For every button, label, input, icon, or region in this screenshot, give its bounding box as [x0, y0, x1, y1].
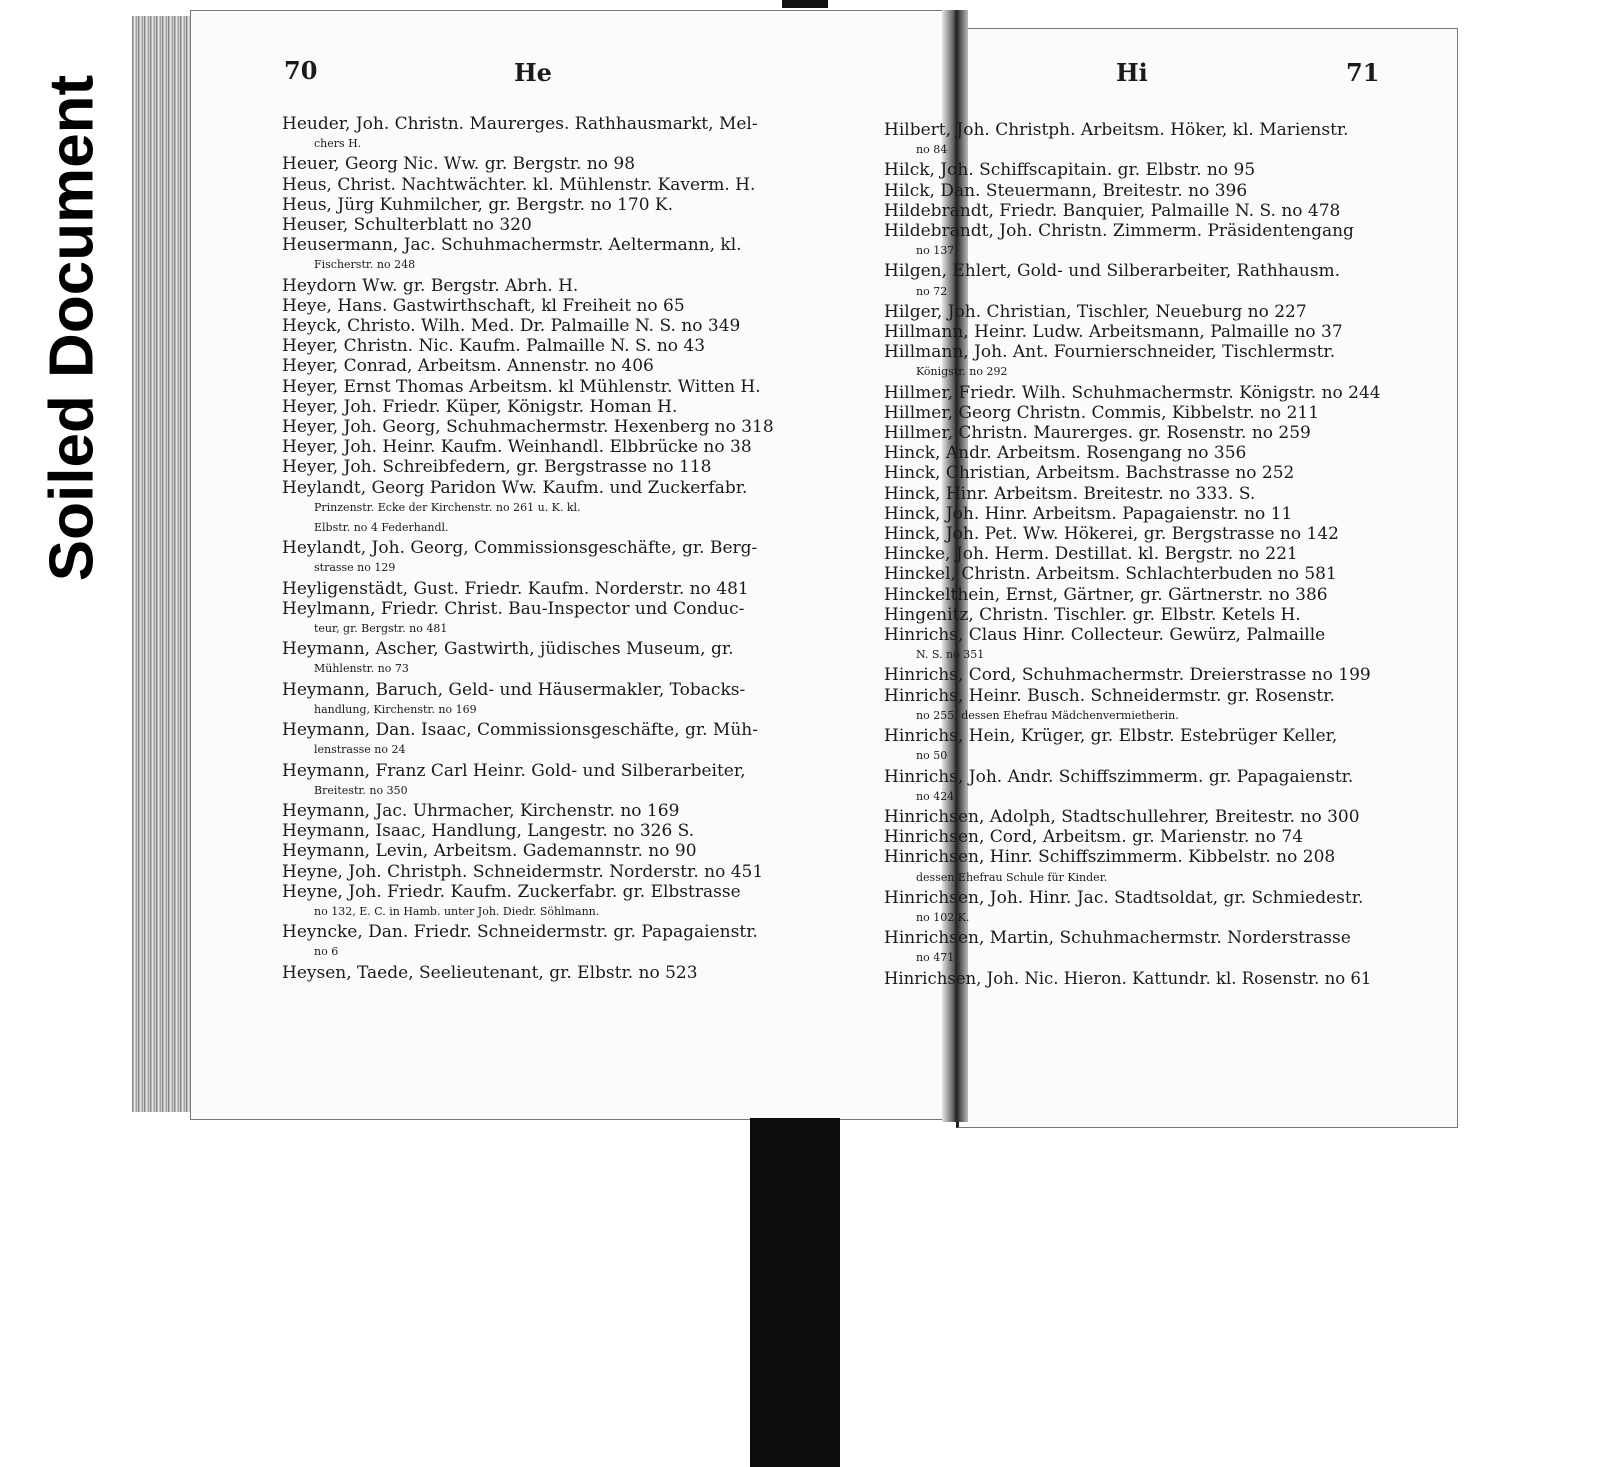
left-directory-list	[282, 114, 786, 983]
entry-continuation-line: Königstr. no 292	[916, 365, 1008, 379]
directory-entry	[884, 423, 1384, 443]
directory-entry	[884, 585, 1384, 605]
entry-line: Heuder, Joh. Christn. Maurerges. Rathhausmarkt, Mel-	[282, 114, 758, 134]
entry-continuation-line: Breitestr. no 350	[314, 783, 408, 797]
entry-line: Heyer, Christn. Nic. Kaufm. Palmaille N. S. no 43	[282, 336, 706, 357]
entry-line: Heylandt, Georg Paridon Ww. Kaufm. und Zuckerfabr.	[282, 477, 748, 498]
entry-line: Heye, Hans. Gastwirthschaft, kl Freiheit no 65	[282, 295, 685, 316]
entry-line: Hinrichsen, Hinr. Schiffszimmerm. Kibbelstr. no 208	[884, 847, 1336, 868]
directory-entry	[884, 342, 1384, 382]
directory-entry	[282, 639, 786, 679]
directory-entry	[884, 403, 1384, 423]
entry-line: Hinck, Christian, Arbeitsm. Bachstrasse no 252	[884, 463, 1295, 484]
entry-continuation-line: no 102 K.	[916, 910, 970, 924]
directory-entry	[884, 605, 1384, 625]
entry-continuation-line: no 132, E. C. in Hamb. unter Joh. Diedr. Söhlmann.	[314, 904, 600, 918]
entry-line: Hinrichs, Joh. Andr. Schiffszimmerm. gr. Papagaienstr.	[884, 766, 1354, 787]
right-page-number: 71	[1346, 58, 1380, 87]
directory-entry	[282, 579, 786, 599]
directory-entry	[282, 841, 786, 861]
entry-continuation-line: no 255, dessen Ehefrau Mädchenvermietherin.	[916, 708, 1179, 722]
entry-line: Heyer, Conrad, Arbeitsm. Annenstr. no 406	[282, 356, 654, 377]
entry-line: Hinckel, Christn. Arbeitsm. Schlachterbuden no 581	[884, 564, 1337, 585]
directory-entry	[884, 120, 1384, 160]
entry-continuation-line: no 84	[916, 143, 948, 157]
directory-entry	[884, 463, 1384, 483]
entry-line: Heyer, Ernst Thomas Arbeitsm. kl Mühlenstr. Witten H.	[282, 376, 761, 397]
entry-line: Hillmer, Christn. Maurerges. gr. Rosenstr. no 259	[884, 423, 1311, 444]
directory-entry	[282, 175, 786, 195]
directory-entry	[282, 801, 786, 821]
entry-line: Hilger, Joh. Christian, Tischler, Neueburg no 227	[884, 301, 1307, 322]
entry-continuation-line: no 137	[916, 244, 955, 258]
directory-entry	[282, 821, 786, 841]
directory-entry	[282, 316, 786, 336]
entry-line: Hinrichs, Cord, Schuhmachermstr. Dreierstrasse no 199	[884, 665, 1371, 686]
directory-entry	[884, 181, 1384, 201]
entry-line: Heyer, Joh. Heinr. Kaufm. Weinhandl. Elbbrücke no 38	[282, 437, 752, 458]
entry-line: Hilck, Dan. Steuermann, Breitestr. no 396	[884, 180, 1248, 201]
entry-line: Heymann, Levin, Arbeitsm. Gademannstr. no 90	[282, 841, 697, 862]
entry-continuation-line: no 424	[916, 789, 955, 803]
entry-line: Hillmer, Friedr. Wilh. Schuhmachermstr. Königstr. no 244	[884, 382, 1381, 403]
entry-continuation-line: Mühlenstr. no 73	[314, 662, 409, 676]
directory-entry	[884, 847, 1384, 887]
entry-line: Heyncke, Dan. Friedr. Schneidermstr. gr. Papagaienstr.	[282, 922, 758, 943]
entry-line: Hillmann, Heinr. Ludw. Arbeitsmann, Palmaille no 37	[884, 322, 1343, 343]
directory-entry	[282, 377, 786, 397]
entry-continuation-line: no 6	[314, 945, 339, 959]
entry-line: Heusermann, Jac. Schuhmachermstr. Aeltermann, kl.	[282, 235, 742, 256]
entry-line: Hinrichsen, Cord, Arbeitsm. gr. Marienstr. no 74	[884, 827, 1304, 848]
entry-continuation-line: no 50	[916, 749, 948, 763]
entry-line: Heuser, Schulterblatt no 320	[282, 215, 532, 236]
entry-continuation-line: no 72	[916, 284, 948, 298]
entry-line: Heyck, Christo. Wilh. Med. Dr. Palmaille N. S. no 349	[282, 316, 741, 337]
entry-line: Hinck, Joh. Hinr. Arbeitsm. Papagaienstr. no 11	[884, 503, 1293, 524]
entry-continuation-line: Prinzenstr. Ecke der Kirchenstr. no 261 u. K. kl.	[314, 500, 581, 514]
entry-line: Heyer, Joh. Georg, Schuhmachermstr. Hexenberg no 318	[282, 417, 774, 438]
entry-line: Heymann, Jac. Uhrmacher, Kirchenstr. no 169	[282, 800, 680, 821]
entry-line: Hinck, Joh. Pet. Ww. Hökerei, gr. Bergstrasse no 142	[884, 524, 1339, 545]
entry-continuation-line: N. S. no 351	[916, 648, 985, 662]
entry-line: Heylmann, Friedr. Christ. Bau-Inspector und Conduc-	[282, 598, 745, 619]
entry-line: Hinck, Hinr. Arbeitsm. Breitestr. no 333. S.	[884, 483, 1256, 504]
directory-entry	[282, 114, 786, 154]
directory-entry	[282, 195, 786, 215]
directory-entry	[884, 221, 1384, 261]
entry-line: Hinckelthein, Ernst, Gärtner, gr. Gärtnerstr. no 386	[884, 584, 1328, 605]
bookmark-top	[782, 0, 828, 8]
directory-entry	[884, 807, 1384, 827]
entry-line: Hinrichs, Heinr. Busch. Schneidermstr. gr. Rosenstr.	[884, 685, 1335, 706]
entry-line: Hinrichsen, Martin, Schuhmachermstr. Norderstrasse	[884, 928, 1351, 949]
directory-entry	[282, 761, 786, 801]
entry-line: Heyne, Joh. Friedr. Kaufm. Zuckerfabr. gr. Elbstrasse	[282, 881, 741, 902]
entry-line: Heyligenstädt, Gust. Friedr. Kaufm. Norderstr. no 481	[282, 578, 749, 599]
directory-entry	[884, 665, 1384, 685]
left-page-number: 70	[284, 56, 318, 85]
directory-entry	[282, 862, 786, 882]
directory-entry	[884, 160, 1384, 180]
entry-continuation-line: handlung, Kirchenstr. no 169	[314, 702, 477, 716]
entry-line: Hinrichs, Hein, Krüger, gr. Elbstr. Estebrüger Keller,	[884, 726, 1338, 747]
entry-line: Hilck, Joh. Schiffscapitain. gr. Elbstr. no 95	[884, 160, 1256, 181]
directory-entry	[884, 322, 1384, 342]
entry-line: Heyne, Joh. Christph. Schneidermstr. Norderstr. no 451	[282, 861, 764, 882]
entry-line: Heymann, Isaac, Handlung, Langestr. no 326 S.	[282, 821, 695, 842]
right-directory-list	[884, 120, 1384, 989]
directory-entry	[282, 720, 786, 760]
entry-line: Heus, Jürg Kuhmilcher, gr. Bergstr. no 170 K.	[282, 194, 674, 215]
entry-line: Hillmer, Georg Christn. Commis, Kibbelstr. no 211	[884, 402, 1320, 423]
entry-line: Heymann, Franz Carl Heinr. Gold- und Silberarbeiter,	[282, 760, 746, 781]
entry-line: Hincke, Joh. Herm. Destillat. kl. Bergstr. no 221	[884, 544, 1298, 565]
entry-line: Hinrichsen, Joh. Hinr. Jac. Stadtsoldat, gr. Schmiedestr.	[884, 887, 1364, 908]
directory-entry	[884, 686, 1384, 726]
entry-line: Heymann, Baruch, Geld- und Häusermakler, Tobacks-	[282, 679, 746, 700]
directory-entry	[884, 827, 1384, 847]
entry-line: Hinrichsen, Adolph, Stadtschullehrer, Breitestr. no 300	[884, 806, 1360, 827]
entry-continuation-line: teur, gr. Bergstr. no 481	[314, 622, 448, 636]
directory-entry	[282, 437, 786, 457]
entry-line: Heydorn Ww. gr. Bergstr. Abrh. H.	[282, 275, 579, 296]
entry-continuation-line: dessen Ehefrau Schule für Kinder.	[916, 870, 1108, 884]
right-page-header: Hi	[1116, 58, 1148, 87]
directory-entry	[884, 888, 1384, 928]
directory-entry	[884, 504, 1384, 524]
entry-continuation-line: lenstrasse no 24	[314, 743, 406, 757]
directory-entry	[884, 261, 1384, 301]
side-label	[12, 58, 132, 598]
directory-entry	[884, 726, 1384, 766]
directory-entry	[884, 443, 1384, 463]
entry-line: Hinck, Andr. Arbeitsm. Rosengang no 356	[884, 443, 1247, 464]
directory-entry	[282, 154, 786, 174]
entry-line: Heyer, Joh. Friedr. Küper, Königstr. Homan H.	[282, 396, 678, 417]
directory-entry	[282, 478, 786, 539]
entry-line: Heuer, Georg Nic. Ww. gr. Bergstr. no 98	[282, 154, 636, 175]
directory-entry	[282, 215, 786, 235]
directory-entry	[884, 524, 1384, 544]
directory-entry	[282, 922, 786, 962]
entry-continuation-line: strasse no 129	[314, 561, 396, 575]
entry-line: Heyer, Joh. Schreibfedern, gr. Bergstrasse no 118	[282, 457, 712, 478]
directory-entry	[884, 383, 1384, 403]
directory-entry	[884, 969, 1384, 989]
entry-line: Heymann, Ascher, Gastwirth, jüdisches Museum, gr.	[282, 639, 734, 660]
directory-entry	[884, 201, 1384, 221]
entry-line: Hingenitz, Christn. Tischler. gr. Elbstr. Ketels H.	[884, 604, 1301, 625]
directory-entry	[282, 417, 786, 437]
directory-entry	[884, 767, 1384, 807]
entry-line: Hillmann, Joh. Ant. Fournierschneider, Tischlermstr.	[884, 342, 1336, 363]
directory-entry	[282, 397, 786, 417]
directory-entry	[282, 882, 786, 922]
entry-line: Heus, Christ. Nachtwächter. kl. Mühlenstr. Kaverm. H.	[282, 174, 756, 195]
entry-continuation-line: chers H.	[314, 137, 362, 151]
directory-entry	[282, 356, 786, 376]
directory-entry	[884, 928, 1384, 968]
directory-entry	[282, 538, 786, 578]
directory-entry	[282, 336, 786, 356]
entry-line: Hildebrandt, Friedr. Banquier, Palmaille N. S. no 478	[884, 200, 1341, 221]
directory-entry	[884, 302, 1384, 322]
entry-continuation-line: Fischerstr. no 248	[314, 258, 416, 272]
entry-continuation-line: Elbstr. no 4 Federhandl.	[314, 521, 449, 535]
directory-entry	[282, 296, 786, 316]
entry-line: Hinrichsen, Joh. Nic. Hieron. Kattundr. kl. Rosenstr. no 61	[884, 968, 1372, 988]
entry-line: Hildebrandt, Joh. Christn. Zimmerm. Präsidentengang	[884, 221, 1354, 242]
directory-entry	[282, 457, 786, 477]
bookmark-ribbon	[750, 1118, 840, 1467]
directory-entry	[282, 963, 786, 983]
entry-line: Hinrichs, Claus Hinr. Collecteur. Gewürz, Palmaille	[884, 625, 1326, 646]
entry-continuation-line: no 471	[916, 951, 955, 965]
directory-entry	[884, 484, 1384, 504]
side-label-text: Soiled Document	[37, 74, 107, 582]
directory-entry	[884, 625, 1384, 665]
entry-line: Hilbert, Joh. Christph. Arbeitsm. Höker, kl. Marienstr.	[884, 120, 1349, 140]
directory-entry	[282, 276, 786, 296]
directory-entry	[282, 599, 786, 639]
entry-line: Heymann, Dan. Isaac, Commissionsgeschäfte, gr. Müh-	[282, 720, 758, 741]
directory-entry	[884, 544, 1384, 564]
left-page-header: He	[514, 58, 552, 87]
directory-entry	[282, 680, 786, 720]
entry-line: Hilgen, Ehlert, Gold- und Silberarbeiter, Rathhausm.	[884, 261, 1341, 282]
entry-line: Heylandt, Joh. Georg, Commissionsgeschäfte, gr. Berg-	[282, 538, 758, 559]
entry-line: Heysen, Taede, Seelieutenant, gr. Elbstr. no 523	[282, 962, 698, 983]
directory-entry	[282, 235, 786, 275]
directory-entry	[884, 564, 1384, 584]
